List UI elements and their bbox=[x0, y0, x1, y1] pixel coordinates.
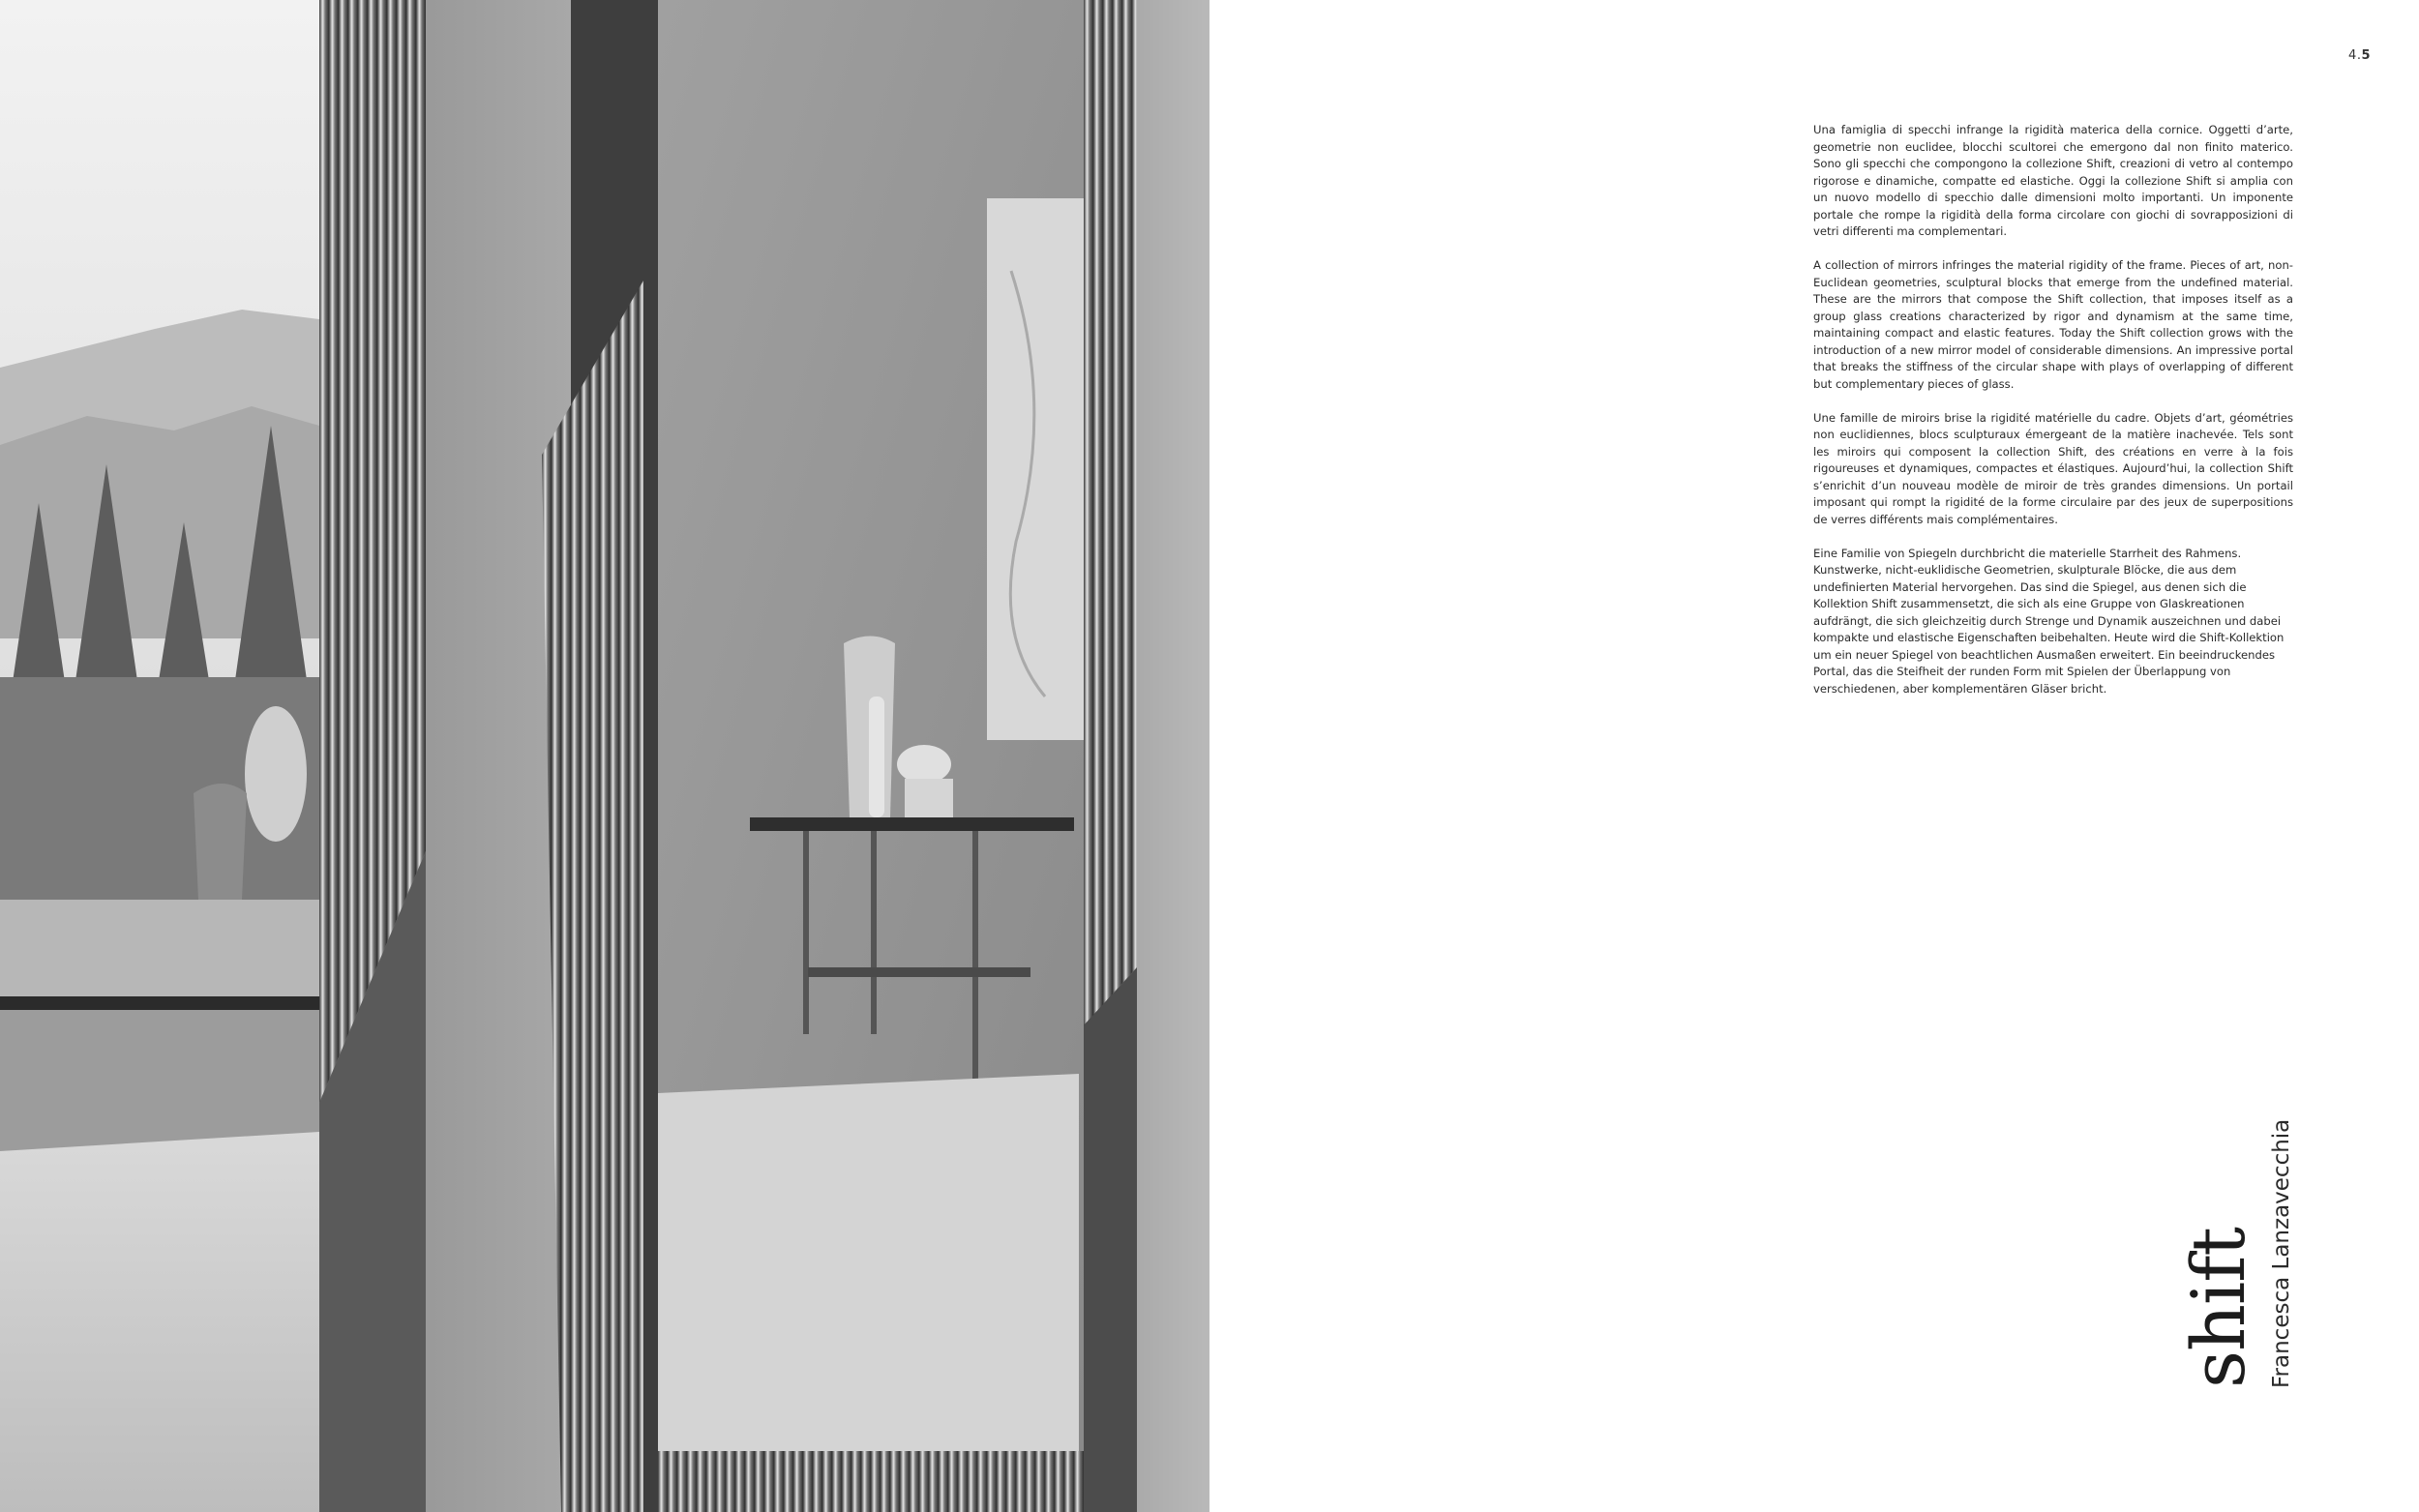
designer-name: Francesca Lanzavecchia bbox=[2269, 1118, 2294, 1388]
page-number-bold: 5 bbox=[2361, 48, 2371, 63]
paragraph-english: A collection of mirrors infringes the material rigidity of the frame. Pieces of art, non-Euclidean geometries, sculptural blocks that emerge from the undefined material. These are the mirrors that compose the Shift collection, that imposes itself as a group glass creations characterized by rigor and dynamism at the same time, maintaining compact and elastic features. Today the Shift collection grows with the introduction of a new mirror model of considerable dimensions. An impressive portal that breaks the stiffness of the circular shape with plays of overlapping of different but complementary pieces of glass. bbox=[1813, 258, 2293, 391]
brand-block bbox=[2175, 1079, 2298, 1388]
description-text bbox=[1813, 122, 2293, 715]
page-number bbox=[2348, 48, 2371, 63]
paragraph-german: Eine Familie von Spiegeln durchbricht die materielle Starrheit des Rahmens. Kunstwerke, nicht-euklidische Geometrien, skulpturale Blöcke, die aus dem undefinierten Material hervorgehen. Das sind die Spiegel, aus denen sich die Kollektion Shift zusammensetzt, die sich als eine Gruppe von Glaskreationen aufdrängt, die sich gleichzeitig durch Strenge und Dynamik auszeichnen und dabei kompakte und elastische Eigenschaften beibehalten. Heute wird die Shift-Kollektion um ein neuer Spiegel von beachtlichen Ausmaßen erweitert. Ein beeindruckendes Portal, das die Steifheit der runden Form mit Spielen der Überlappung von verschiedenen, aber komplementären Gläser bricht. bbox=[1813, 546, 2285, 696]
paragraph-french: Une famille de miroirs brise la rigidité matérielle du cadre. Objets d’art, géométries non euclidiennes, blocs sculpturaux émergeant de la matière inachevée. Tels sont les miroirs qui composent la collection Shift, des créations en verre à la fois rigoureuses et dynamiques, compactes et élastiques. Aujourd’hui, la collection Shift s’enrichit d’un nouveau modèle de miroir de très grandes dimensions. Un portail imposant qui rompt la rigidité de la forme circulaire par des jeux de superpositions de verres différents mais complémentaires. bbox=[1813, 410, 2293, 526]
shift-logo: shift bbox=[2175, 1228, 2261, 1388]
paragraph-italian: Una famiglia di specchi infrange la rigidità materica della cornice. Oggetti d’arte, geometrie non euclidee, blocchi scultorei che emergono dal non finito materico. Sono gli specchi che compongono la collezione Shift, creazioni di vetro al contempo rigorose e dinamiche, compatte ed elastiche. Oggi la collezione Shift si amplia con un nuovo modello di specchio dalle dimensioni molto importanti. Un imponente portale che rompe la rigidità della forma circolare con giochi di sovrapposizioni di vetri differenti ma complementari. bbox=[1813, 123, 2293, 238]
page-number-prefix: 4. bbox=[2348, 48, 2362, 63]
